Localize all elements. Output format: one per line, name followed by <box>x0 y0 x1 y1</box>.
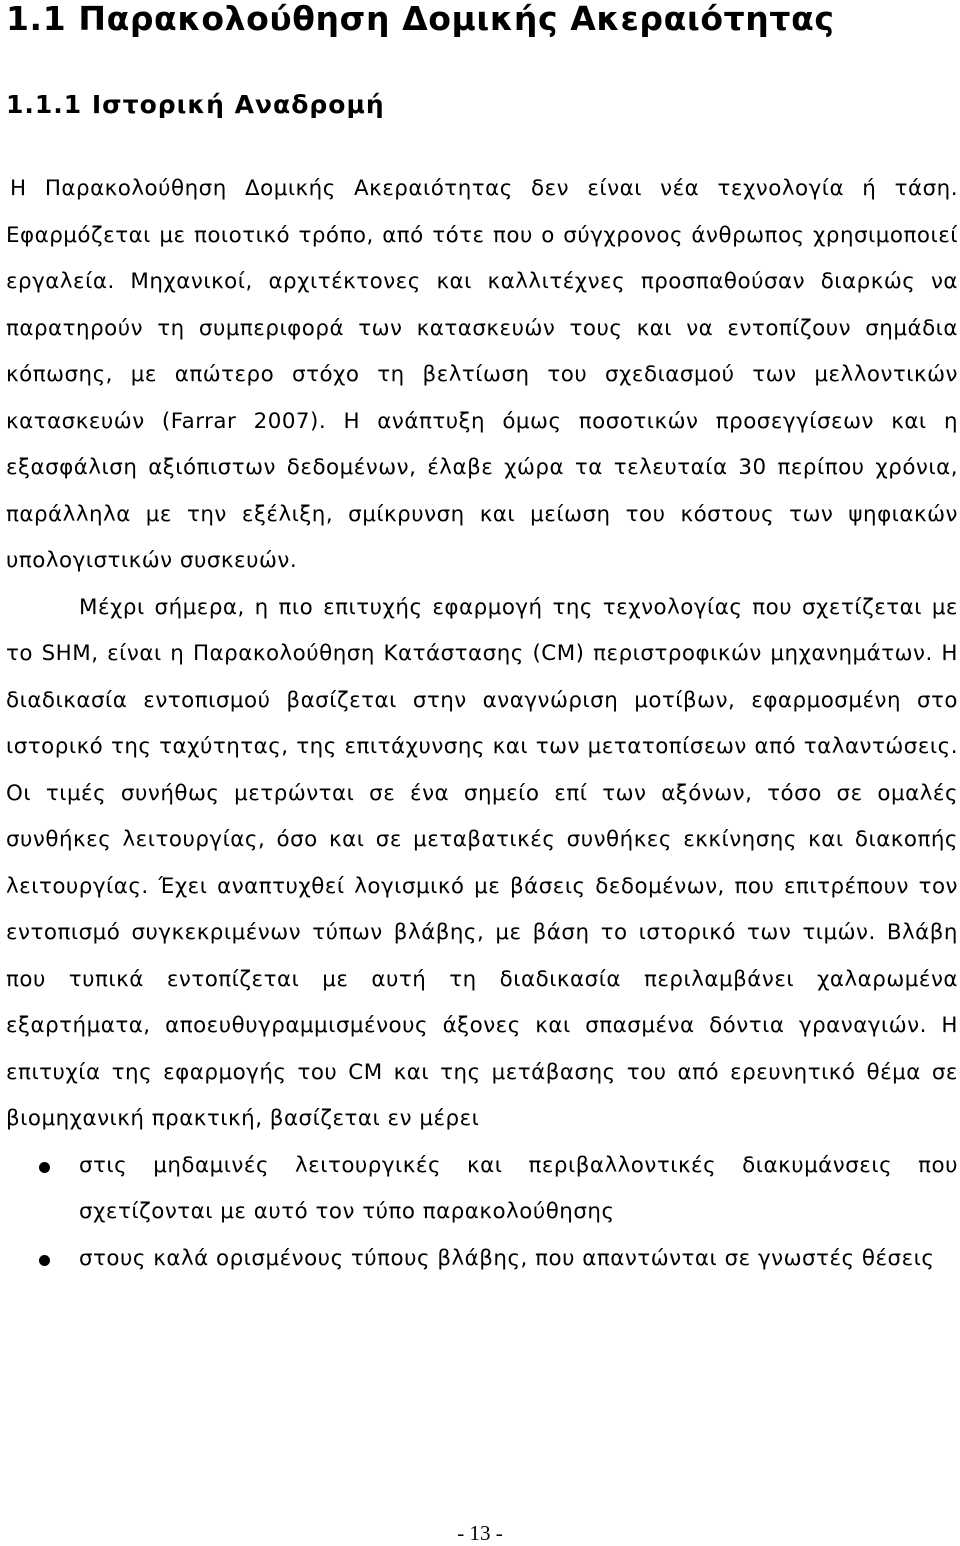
subsection-heading: 1.1.1 Ιστορική Αναδρομή <box>6 90 385 119</box>
bullet-item <box>6 1236 958 1283</box>
bullet-list <box>6 1143 958 1283</box>
page-number: - 13 - <box>457 1521 503 1545</box>
section-heading: 1.1 Παρακολούθηση Δομικής Ακεραιότητας <box>6 0 835 38</box>
body-text <box>6 166 958 1282</box>
bullet-text: στους καλά ορισμένους τύπους βλάβης, που απαντώνται σε γνωστές θέσεις <box>79 1245 935 1271</box>
paragraph-condition-monitoring: Μέχρι σήμερα, η πιο επιτυχής εφαρμογή της τεχνολογίας που σχετίζεται με το SHM, είναι η Παρακολούθηση Κατάστασης (CM) περιστροφικών μηχανημάτων. Η διαδικασία εντοπισμού βασίζεται στην αναγνώριση μοτίβων, εφαρμοσμένη στο ιστορικό της ταχύτητας, της επιτάχυνσης και των μετατοπίσεων από ταλαντώσεις. Οι τιμές συνήθως μετρώνται σε ένα σημείο επί των αξόνων, τόσο σε ομαλές συνθήκες λειτουργίας, όσο και σε μεταβατικές συνθήκες εκκίνησης και διακοπής λειτουργίας. Έχει αναπτυχθεί λογισμικό με βάσεις δεδομένων, που επιτρέπουν τον εντοπισμό συγκεκριμένων τύπων βλάβης, με βάση το ιστορικό των τιμών. Βλάβη που τυπικά εντοπίζεται με αυτή τη διαδικασία περιλαμβάνει χαλαρωμένα εξαρτήματα, αποευθυγραμμισμένους άξονες και σπασμένα δόντια γραναγιών. Η επιτυχία της εφαρμογής του CM και της μετάβασης του από ερευνητικό θέμα σε βιομηχανική πρακτική, βασίζεται εν μέρει <box>6 594 958 1131</box>
paragraph-history: Η Παρακολούθηση Δομικής Ακεραιότητας δεν είναι νέα τεχνολογία ή τάση. Εφαρμόζεται με ποιοτικό τρόπο, από τότε που ο σύγχρονος άνθρωπος χρησιμοποιεί εργαλεία. Μηχανικοί, αρχιτέκτονες και καλλιτέχνες προσπαθούσαν διαρκώς να παρατηρούν τη συμπεριφορά των κατασκευών τους και να εντοπίζουν σημάδια κόπωσης, με απώτερο στόχο τη βελτίωση του σχεδιασμού των μελλοντικών κατασκευών (Farrar 2007). Η ανάπτυξη όμως ποσοτικών προσεγγίσεων και η εξασφάλιση αξιόπιστων δεδομένων, έλαβε χώρα τα τελευταία 30 περίπου χρόνια, παράλληλα με την εξέλιξη, σμίκρυνση και μείωση του κόστους των ψηφιακών υπολογιστικών συσκευών. <box>6 176 958 573</box>
bullet-icon <box>39 1255 50 1266</box>
bullet-text: στις μηδαμινές λειτουργικές και περιβαλλοντικές διακυμάνσεις που σχετίζονται με αυτό τον τύπο παρακολούθησης <box>79 1152 958 1224</box>
bullet-icon <box>39 1162 50 1173</box>
bullet-item <box>6 1143 958 1236</box>
